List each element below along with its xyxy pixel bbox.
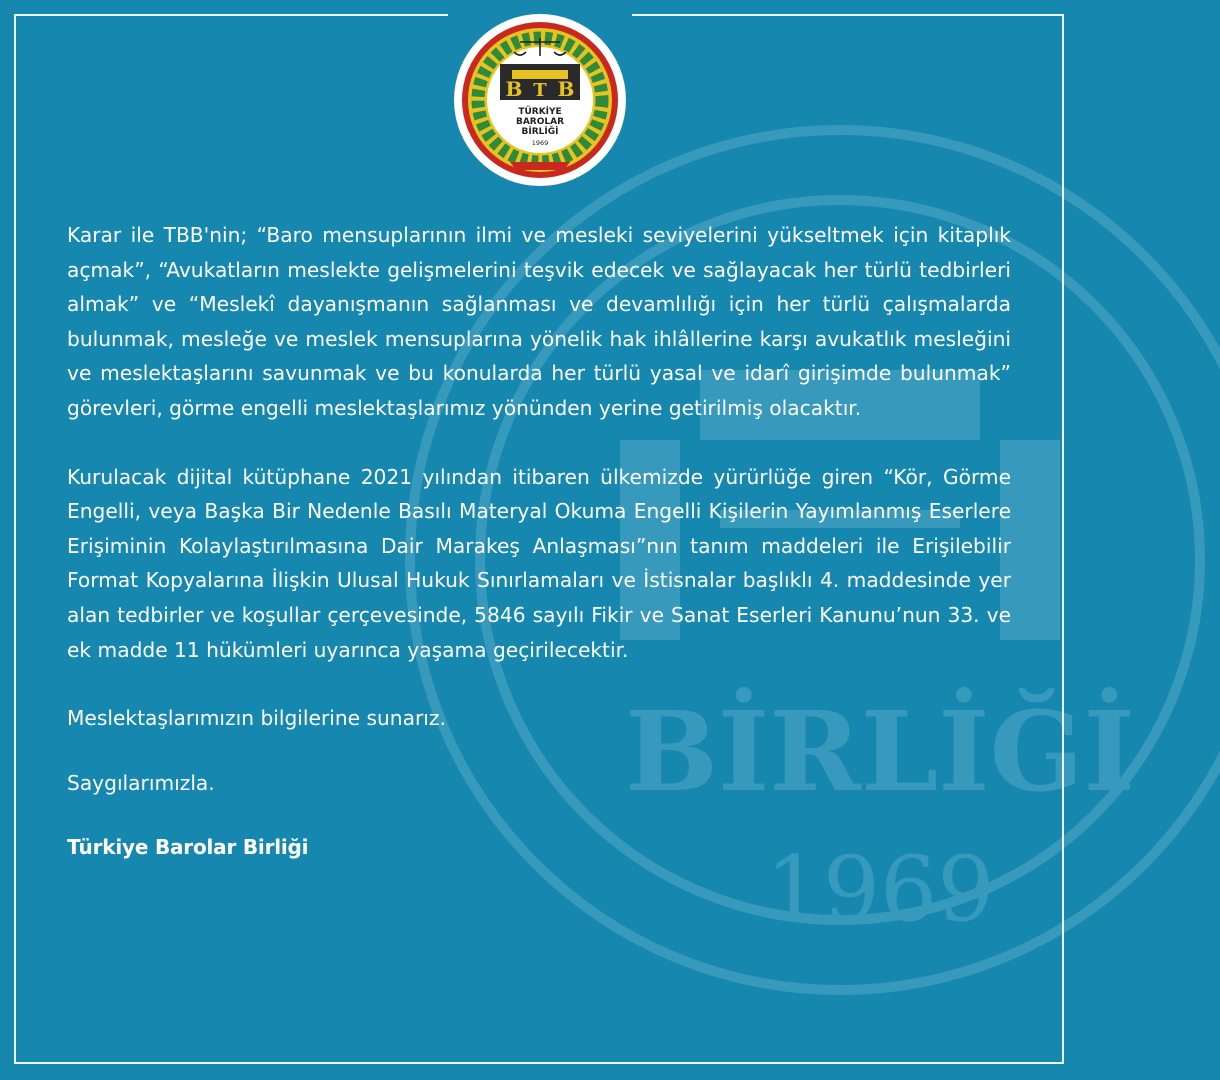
- tbb-logo: [452, 12, 628, 188]
- logo-letter-2: T: [533, 80, 547, 101]
- logo-line-2: BAROLAR: [515, 117, 565, 127]
- logo-letter-3: B: [557, 77, 575, 101]
- paragraph-2: Kurulacak dijital kütüphane 2021 yılından itibaren ülkemizde yürürlüğe giren “Kör, Görme Engelli, veya Başka Bir Nedenle Basılı Materyal Okuma Engelli Kişilerin Yayımlanmış Eserlere Erişiminin Kolaylaştırılmasına Dair Marakeş Anlaşması”nın tanım maddeleri ile Erişilebilir Format Kopyalarına İlişkin Ulusal Hukuk Sınırlamaları ve İstisnalar başlıklı 4. maddesinde yer alan tedbirler ve koşullar çerçevesinde, 5846 sayılı Fikir ve Sanat Eserleri Kanunu’nun 33. ve ek madde 11 hükümleri uyarınca yaşama geçirilecektir.: [67, 464, 1011, 662]
- watermark-year: 1969: [765, 837, 995, 942]
- watermark-text: BİRLİĞİ: [624, 687, 1136, 816]
- closing-line: Meslektaşlarımızın bilgilerine sunarız.: [67, 706, 446, 731]
- logo-letter-1: B: [505, 77, 523, 101]
- logo-line-1: TÜRKİYE: [518, 107, 562, 117]
- regards-line: Saygılarımızla.: [67, 770, 215, 795]
- signature: Türkiye Barolar Birliği: [67, 835, 309, 860]
- logo-line-3: BİRLİĞİ: [521, 127, 559, 137]
- paragraph-1: Karar ile TBB'nin; “Baro mensuplarının ilmi ve mesleki seviyelerini yükseltmek için kitaplık açmak”, “Avukatların meslekte gelişmelerini teşvik edecek ve sağlayacak her türlü tedbirleri almak” ve “Meslekî dayanışmanın sağlanması ve devamlılığı için her türlü çalışmalarda bulunmak, mesleğe ve meslek mensuplarına yönelik hak ihlâllerine karşı avukatlık mesleğini ve meslektaşlarını savunmak ve bu konularda her türlü yasal ve idarî girişimde bulunmak” görevleri, görme engelli meslektaşlarımız yönünden yerine getirilmiş olacaktır.: [67, 223, 1011, 420]
- logo-year: 1969: [531, 139, 549, 147]
- statement-body: [67, 218, 1011, 865]
